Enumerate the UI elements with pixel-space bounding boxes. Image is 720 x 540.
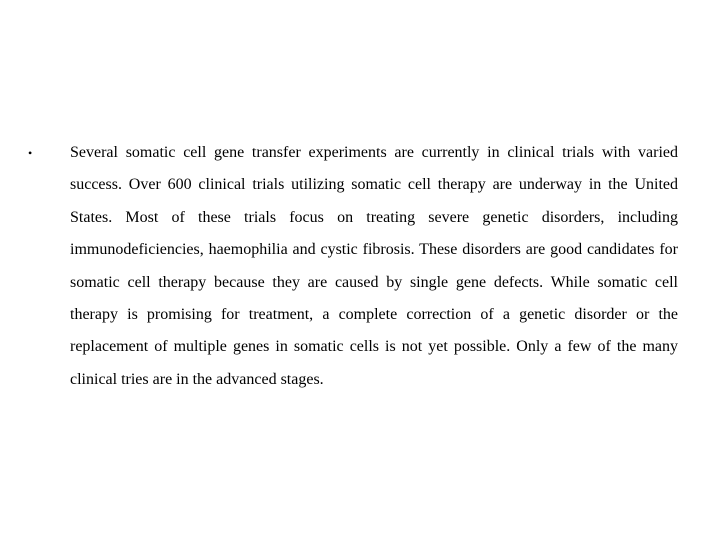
bullet-item	[28, 137, 678, 396]
bullet-marker: •	[28, 146, 33, 160]
paragraph-text: Several somatic cell gene transfer experiments are currently in clinical trials with varied success. Over 600 clinical trials utilizing somatic cell therapy are underway in the United States. Most of these trials focus on treating severe genetic disorders, including immunodeficiencies, haemophilia and cystic fibrosis. These disorders are good candidates for somatic cell therapy because they are caused by single gene defects. While somatic cell therapy is promising for treatment, a complete correction of a genetic disorder or the replacement of multiple genes in somatic cells is not yet possible. Only a few of the many clinical tries are in the advanced stages.	[70, 144, 678, 388]
